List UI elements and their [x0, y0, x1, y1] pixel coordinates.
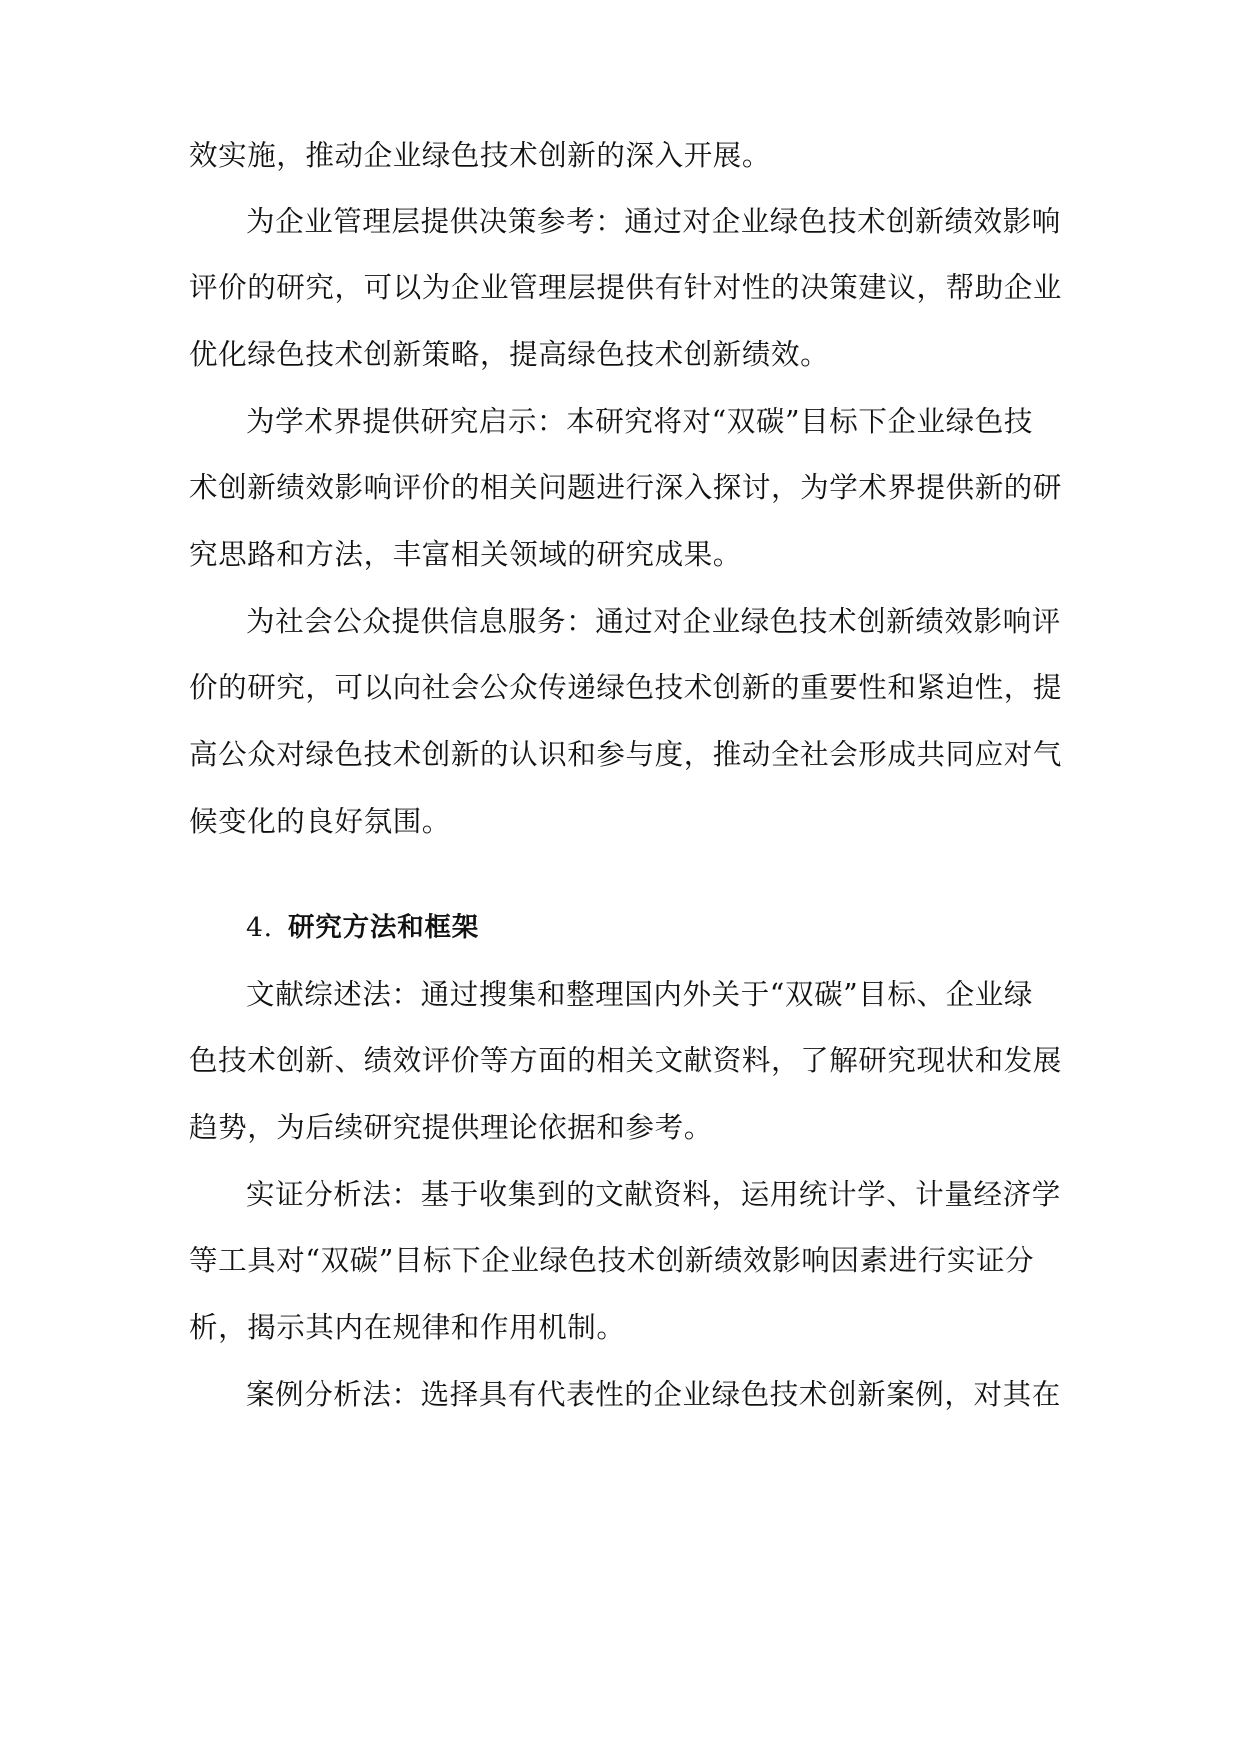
paragraph-line: 价的研究，可以向社会公众传递绿色技术创新的重要性和紧迫性，提: [189, 671, 1063, 704]
paragraph-line: 文献综述法：通过搜集和整理国内外关于“双碳”目标、企业绿: [246, 978, 1033, 1011]
paragraph-line: 评价的研究，可以为企业管理层提供有针对性的决策建议，帮助企业: [189, 271, 1063, 304]
paragraph-line: 等工具对“双碳”目标下企业绿色技术创新绩效影响因素进行实证分: [189, 1244, 1035, 1277]
paragraph-line: 候变化的良好氛围。: [189, 805, 451, 838]
paragraph-line: 究思路和方法，丰富相关领域的研究成果。: [189, 538, 742, 571]
paragraph-line: 术创新绩效影响评价的相关问题进行深入探讨，为学术界提供新的研: [189, 471, 1063, 504]
paragraph-line: 趋势，为后续研究提供理论依据和参考。: [189, 1111, 713, 1144]
paragraph-line: 为社会公众提供信息服务：通过对企业绿色技术创新绩效影响评: [246, 605, 1061, 638]
paragraph-line: 高公众对绿色技术创新的认识和参与度，推动全社会形成共同应对气: [189, 738, 1063, 771]
paragraph-line: 为学术界提供研究启示：本研究将对“双碳”目标下企业绿色技: [246, 405, 1033, 438]
paragraph-line: 析，揭示其内在规律和作用机制。: [189, 1311, 626, 1344]
paragraph-line: 案例分析法：选择具有代表性的企业绿色技术创新案例，对其在: [246, 1378, 1061, 1411]
section-number: 4.: [246, 912, 273, 943]
paragraph-line: 色技术创新、绩效评价等方面的相关文献资料，了解研究现状和发展: [189, 1044, 1063, 1077]
paragraph-line: 实证分析法：基于收集到的文献资料，运用统计学、计量经济学: [246, 1178, 1061, 1211]
section-title: 研究方法和框架: [288, 912, 480, 943]
paragraph-line: 为企业管理层提供决策参考：通过对企业绿色技术创新绩效影响: [246, 205, 1061, 238]
paragraph-line: 效实施，推动企业绿色技术创新的深入开展。: [189, 139, 772, 172]
paragraph-line: 优化绿色技术创新策略，提高绿色技术创新绩效。: [189, 338, 830, 371]
section-heading: [246, 908, 479, 948]
